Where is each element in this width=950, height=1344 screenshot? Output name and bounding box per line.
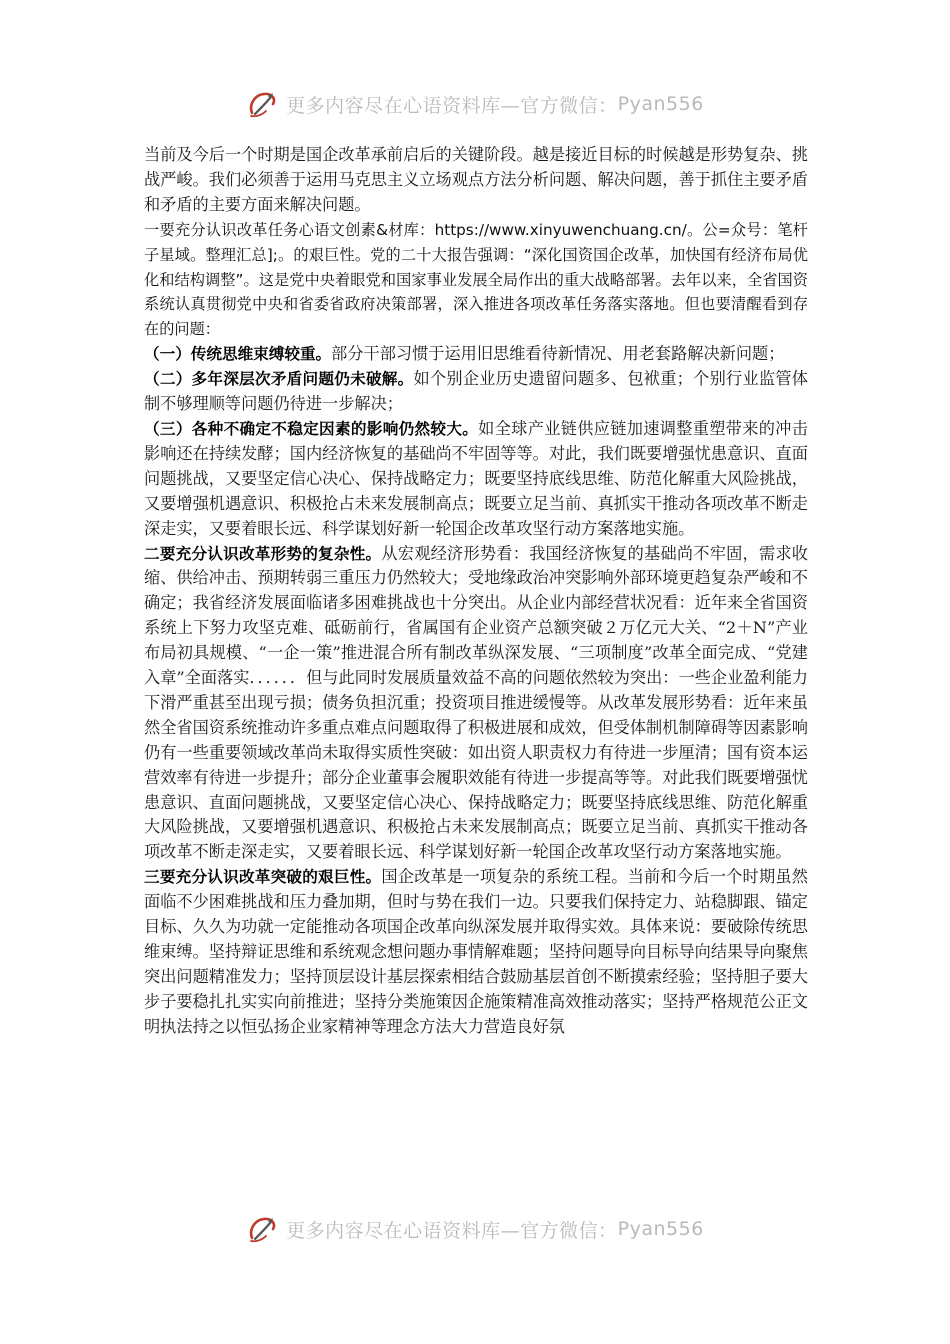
header-banner-text: 更多内容尽在心语资料库—官方微信：	[286, 94, 618, 117]
section-two-text: 从宏观经济形势看：我国经济恢复的基础尚不牢固，需求收缩、供给冲击、预期转弱三重压力仍然较大；受地缘政治冲突影响外部环境更趋复杂严峻和不确定；我省经济发展面临诸多困难挑战也十分突出。从企业内部经营状况看：近年来全省国资系统上下努力攻坚克难、砥砺前行，省属国有企业资产总额突破２万亿元大关、“2＋N”产业布局初具规模、“一企一策”推进混合所有制改革纵深发展、“三项制度”改革全面完成、“党建入章”全面落实．．．．．．但与此同时发展质量效益不高的问题依然较为突出：一些企业盈利能力下滑严重甚至出现亏损；债务负担沉重；投资项目推进缓慢等。从改革发展形势看：近年来虽然全省国资系统推动许多重点难点问题取得了积极进展和成效，但受体制机制障碍等因素影响仍有一些重要领域改革尚未取得实质性突破：如出资人职责权力有待进一步厘清；国有资本运营效率有待进一步提升；部分企业董事会履职效能有待进一步提高等等。对此我们既要增强忧患意识、直面问题挑战，又要坚定信心决心、保持战略定力；既要坚持底线思维、防范化解重大风险挑战，又要增强机遇意识、积极抢占未来发展制高点；既要立足当前、真抓实干推动各项改革不断走深走实，又要着眼长远、科学谋划好新一轮国企改革攻坚行动方案落地实施。	[144, 543, 808, 862]
item-one-paragraph	[144, 342, 808, 367]
item-two-heading: （二）多年深层次矛盾问题仍未破解。	[144, 370, 414, 389]
section-three-text: 国企改革是一项复杂的系统工程。当前和今后一个时期虽然面临不少困难挑战和压力叠加期，但时与势在我们一边。只要我们保持定力、站稳脚跟、锚定目标、久久为功就一定能推动各项国企改革向纵深发展并取得实效。具体来说：要破除传统思维束缚。坚持辩证思维和系统观念想问题办事情解难题；坚持问题导向目标导向结果导向聚焦突出问题精准发力；坚持顶层设计基层探索相结合鼓励基层首创不断摸索经验；坚持胆子要大步子要稳扎扎实实向前推进；坚持分类施策因企施策精准高效推动落实；坚持严格规范公正文明执法持之以恒弘扬企业家精神等理念方法大力营造良好氛	[144, 867, 808, 1036]
intro-paragraph: 当前及今后一个时期是国企改革承前启后的关键阶段。越是接近目标的时候越是形势复杂、挑战严峻。我们必须善于运用马克思主义立场观点方法分析问题、解决问题，善于抓住主要矛盾和矛盾的主要方面来解决问题。	[144, 145, 808, 214]
footer-banner-text: 更多内容尽在心语资料库—官方微信：	[286, 1219, 618, 1242]
pen-swirl-logo-icon	[246, 1212, 280, 1246]
item-three-paragraph	[144, 417, 808, 542]
section-three-heading: 三要充分认识改革突破的艰巨性。	[144, 868, 382, 887]
item-three-text: 如全球产业链供应链加速调整重塑带来的冲击影响还在持续发酵；国内经济恢复的基础尚不牢固等等。对此，我们既要增强忧患意识、直面问题挑战，又要坚定信心决心、保持战略定力；既要坚持底线思维、防范化解重大风险挑战，又要增强机遇意识、积极抢占未来发展制高点；既要立足当前、真抓实干推动各项改革不断走深走实，又要着眼长远、科学谋划好新一轮国企改革攻坚行动方案落地实施。	[144, 418, 808, 538]
section-three-paragraph	[144, 865, 808, 1039]
item-one-text: 部分干部习惯于运用旧思维看待新情况、用老套路解决新问题；	[331, 344, 785, 364]
section-two-paragraph	[144, 542, 808, 866]
footer-banner-contact: Pyan556	[617, 1218, 704, 1240]
item-three-heading: （三）各种不确定不稳定因素的影响仍然较大。	[144, 419, 479, 438]
footer-banner	[0, 1209, 950, 1249]
header-banner-contact: Pyan556	[617, 93, 704, 115]
item-one-heading: （一）传统思维束缚较重。	[144, 345, 332, 364]
pen-swirl-logo-icon	[246, 87, 280, 121]
item-two-text: 如个别企业历史遗留问题多、包袱重；个别行业监管体制不够理顺等问题仍待进一步解决；	[144, 369, 808, 414]
header-banner	[0, 84, 950, 124]
section-two-heading: 二要充分认识改革形势的复杂性。	[144, 544, 382, 563]
section-one-paragraph: 一要充分认识改革任务心语文创素&材库：https://www.xinyuwenchuang.cn/。公=众号：笔杆子星域。整理汇总];。的艰巨性。党的二十大报告强调：“深化国资国企改革，加快国有经济布局优化和结构调整”。这是党中央着眼党和国家事业发展全局作出的重大战略部署。去年以来，全省国资系统认真贯彻党中央和省委省政府决策部署，深入推进各项改革任务落实落地。但也要清醒看到存在的问题：	[144, 220, 808, 339]
item-two-paragraph	[144, 367, 808, 417]
article-body	[144, 143, 808, 1040]
